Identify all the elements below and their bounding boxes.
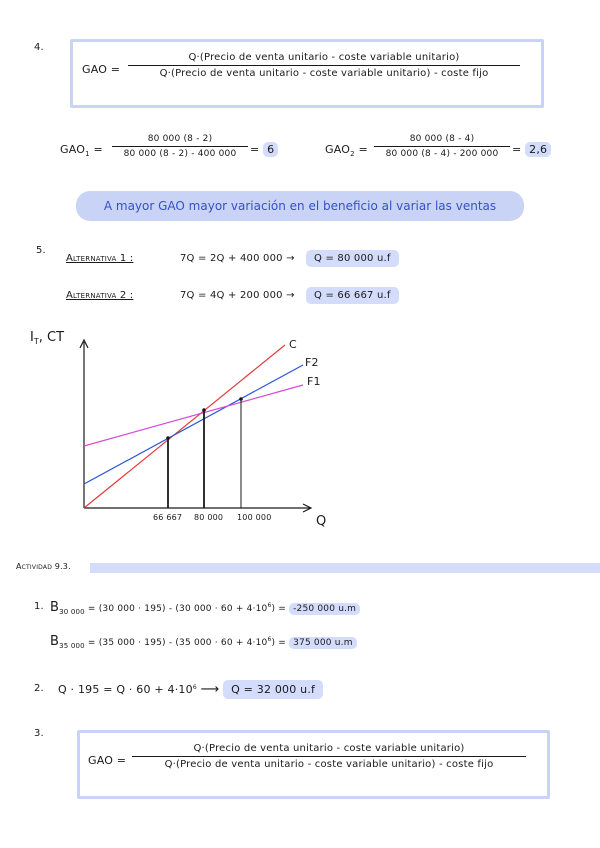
q1-b2-result: 375 000 u.m — [289, 637, 357, 649]
q3-formula-denominator: Q·(Precio de venta unitario - coste variable unitario) - coste fijo — [132, 756, 526, 770]
intersection-point-2 — [202, 408, 206, 412]
q2-expr: Q · 195 = Q · 60 + 4·10 — [58, 683, 193, 696]
activity-section-bar — [90, 563, 600, 573]
alt2-equation-text: 7Q = 4Q + 200 000 — [180, 290, 283, 301]
gao2-subscript: 2 — [350, 150, 355, 158]
intersection-point-1 — [166, 436, 170, 440]
item-number-4: 4. — [34, 42, 44, 53]
q1-b1-label: B — [50, 600, 60, 615]
gao2-equals-2: = — [512, 143, 522, 156]
q1-b1-sub: 30 000 — [59, 608, 85, 616]
item-number-5: 5. — [36, 245, 46, 256]
alt1-equation-text: 7Q = 2Q + 400 000 — [180, 253, 283, 264]
gao1-equals-2: = — [250, 143, 260, 156]
gao-formula-denominator: Q·(Precio de venta unitario - coste variable unitario) - coste fijo — [128, 65, 520, 79]
line-c — [84, 345, 285, 508]
q1-b1-exp: 6 — [267, 602, 272, 609]
q1-b1-row — [50, 600, 360, 616]
graph-y-label-main: I — [30, 330, 34, 345]
q3-formula-fraction — [132, 743, 526, 770]
q3-number: 3. — [34, 728, 44, 739]
q2-row — [58, 682, 323, 697]
line-f2 — [84, 365, 303, 484]
line-c-label: C — [289, 338, 297, 351]
gao2-result: 2,6 — [525, 142, 551, 157]
q1-number: 1. — [34, 601, 44, 612]
line-f2-label: F2 — [305, 356, 319, 369]
x-tick-100000: 100 000 — [237, 513, 272, 522]
q2-result: Q = 32 000 u.f — [223, 680, 323, 699]
q1-b2-row — [50, 634, 357, 650]
q1-b2-sub: 35 000 — [59, 642, 85, 650]
gao2-name: GAO — [325, 143, 351, 156]
line-f1-label: F1 — [307, 375, 321, 388]
conclusion-banner: A mayor GAO mayor variación en el beneficio al variar las ventas — [76, 191, 524, 221]
graph-y-label-rest: , CT — [38, 330, 65, 345]
q1-b2-exp: 6 — [267, 636, 272, 643]
q3-formula-lhs: GAO = — [88, 754, 127, 767]
gao1-name: GAO — [60, 143, 86, 156]
alt1-result: Q = 80 000 u.f — [306, 250, 399, 267]
q1-b2-label: B — [50, 634, 60, 649]
q3-formula-numerator: Q·(Precio de venta unitario - coste variable unitario) — [193, 743, 465, 754]
gao-formula-numerator: Q·(Precio de venta unitario - coste variable unitario) — [188, 52, 460, 63]
q1-b1-result: -250 000 u.m — [289, 603, 360, 615]
gao1-result: 6 — [263, 142, 278, 157]
q1-b1-expr: = (30 000 · 195) - (30 000 · 60 + 4·10 — [87, 604, 268, 614]
x-tick-80000: 80 000 — [194, 513, 224, 522]
gao2-equals: = — [358, 143, 368, 156]
alt2-arrow-icon: → — [286, 290, 295, 301]
intersection-point-3 — [239, 397, 243, 401]
gao2-denominator: 80 000 (8 - 4) - 200 000 — [374, 146, 510, 159]
gao-formula-lhs: GAO = — [82, 63, 121, 76]
gao1-equals: = — [93, 143, 103, 156]
x-tick-66667: 66 667 — [153, 513, 183, 522]
gao2-numerator: 80 000 (8 - 4) — [409, 134, 475, 144]
alt1-label-text: Alternativa 1 : — [66, 253, 134, 264]
q2-arrow-icon: ⟶ — [200, 682, 220, 697]
alt2-result: Q = 66 667 u.f — [306, 287, 399, 304]
graph-y-label-sub: T — [33, 337, 39, 346]
q2-number: 2. — [34, 683, 44, 694]
activity-title: Actividad 9.3. — [16, 562, 71, 571]
gao1-numerator: 80 000 (8 - 2) — [147, 134, 213, 144]
gao1-denominator: 80 000 (8 - 2) - 400 000 — [112, 146, 248, 159]
line-f1 — [84, 385, 303, 446]
q1-b2-close: ) = — [271, 638, 287, 648]
q1-b1-close: ) = — [271, 604, 287, 614]
gao1-subscript: 1 — [85, 150, 90, 158]
alt1-arrow-icon: → — [286, 253, 295, 264]
q1-b2-expr: = (35 000 · 195) - (35 000 · 60 + 4·10 — [87, 638, 268, 648]
alt2-label-text: Alternativa 2 : — [66, 290, 134, 301]
graph-x-axis-label: Q — [316, 514, 327, 529]
q2-exp: 6 — [192, 684, 197, 691]
